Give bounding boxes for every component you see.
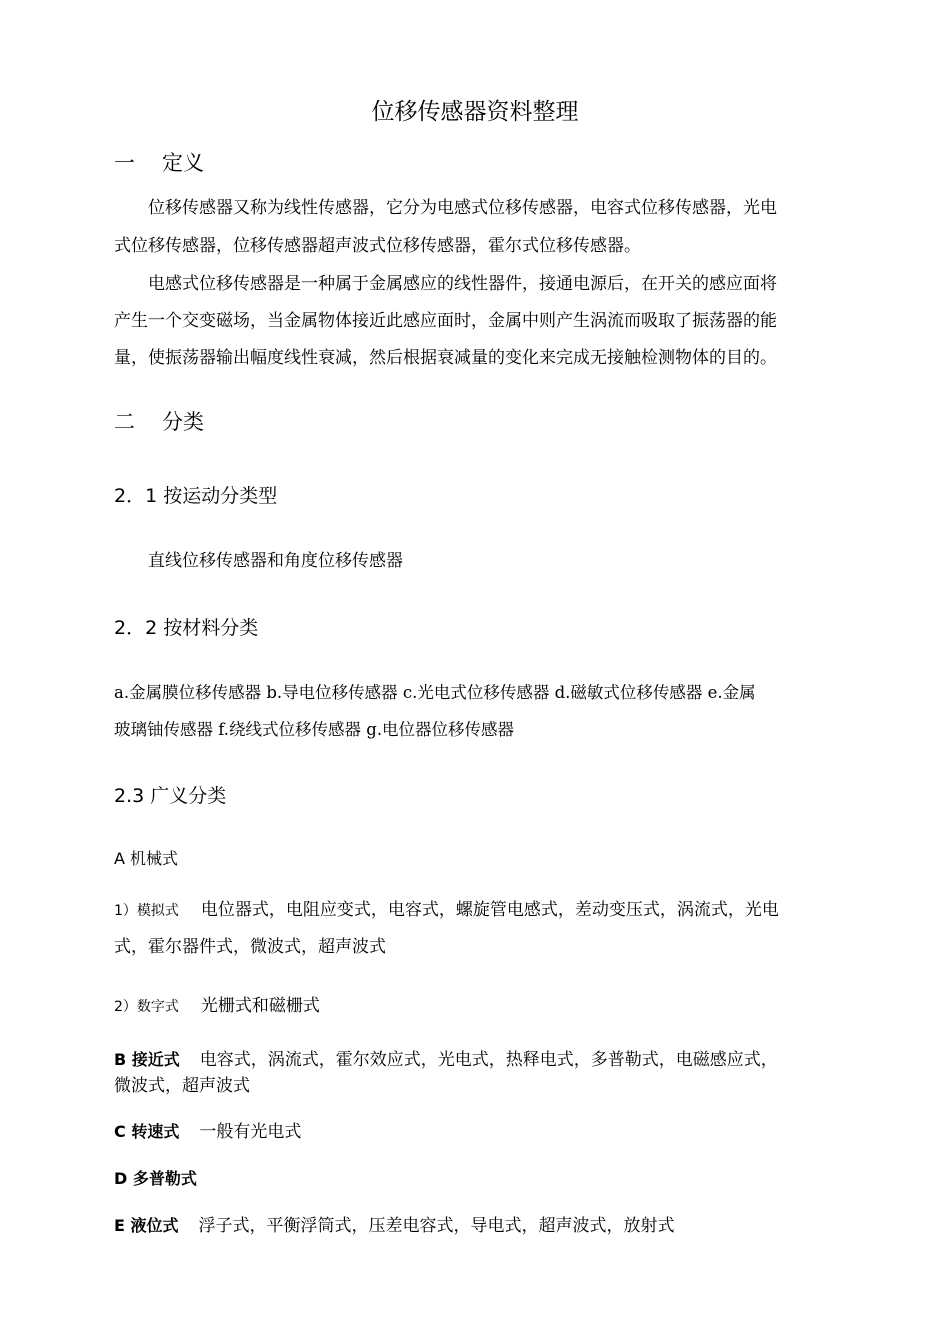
- subsection-2-3-heading: 2.3 广义分类: [114, 785, 227, 807]
- section-1-title: 定义: [162, 151, 204, 175]
- category-a-item-1-line-2: 式，霍尔器件式，微波式，超声波式: [114, 937, 386, 957]
- category-d: [114, 1166, 217, 1192]
- category-a-item-2-label: 2）数字式: [114, 999, 179, 1015]
- category-d-label: D 多普勒式: [114, 1169, 197, 1188]
- category-b-label: B 接近式: [114, 1050, 180, 1069]
- category-e-label: E 液位式: [114, 1216, 179, 1235]
- category-a-item-1-line-1: [114, 891, 779, 930]
- category-c: [114, 1119, 301, 1145]
- subsection-2-2-line-1: a.金属膜位移传感器 b.导电位移传感器 c.光电式位移传感器 d.磁敏式位移传感器 e.金属: [114, 683, 756, 702]
- definition-para-1-line-1: 位移传感器又称为线性传感器，它分为电感式位移传感器，电容式位移传感器，光电: [148, 198, 777, 218]
- definition-para-2-line-3: 量，使振荡器输出幅度线性衰减，然后根据衰减量的变化来完成无接触检测物体的目的。: [114, 348, 777, 368]
- category-a-item-2: [114, 987, 320, 1026]
- category-c-label: C 转速式: [114, 1122, 180, 1141]
- category-b-line-2: 微波式，超声波式: [114, 1076, 250, 1096]
- category-e-text: 浮子式，平衡浮筒式，压差电容式，导电式，超声波式，放射式: [198, 1216, 675, 1236]
- definition-para-2-line-2: 产生一个交变磁场，当金属物体接近此感应面时，金属中则产生涡流而吸取了振荡器的能: [114, 311, 777, 331]
- subsection-2-2-line-2: 玻璃铀传感器 f.绕线式位移传感器 g.电位器位移传感器: [114, 720, 515, 739]
- section-2-number: 二: [114, 410, 135, 434]
- section-2-title: 分类: [162, 410, 204, 434]
- subsection-2-1-text: 直线位移传感器和角度位移传感器: [148, 551, 403, 571]
- definition-para-2-line-1: 电感式位移传感器是一种属于金属感应的线性器件，接通电源后，在开关的感应面将: [148, 274, 777, 294]
- subsection-2-1-heading: 2．1 按运动分类型: [114, 485, 278, 507]
- subsection-2-2-heading: 2．2 按材料分类: [114, 617, 259, 639]
- category-a-item-1-text: 电位器式，电阻应变式，电容式，螺旋管电感式，差动变压式，涡流式，光电: [200, 900, 779, 920]
- section-1-heading: [114, 147, 204, 177]
- category-a-label: A 机械式: [114, 849, 179, 868]
- definition-para-1-line-2: 式位移传感器，位移传感器超声波式位移传感器，霍尔式位移传感器。: [114, 236, 641, 256]
- category-e: [114, 1213, 675, 1239]
- document-title: 位移传感器资料整理: [371, 99, 579, 125]
- category-a-item-2-text: 光栅式和磁栅式: [200, 996, 320, 1016]
- section-1-number: 一: [114, 151, 135, 175]
- category-b: [114, 1047, 874, 1099]
- category-b-line-1: 电容式，涡流式，霍尔效应式，光电式，热释电式，多普勒式，电磁感应式，: [199, 1050, 778, 1070]
- section-2-heading: [114, 406, 204, 436]
- category-a-item-1-label: 1）模拟式: [114, 903, 179, 919]
- category-c-text: 一般有光电式: [199, 1122, 302, 1142]
